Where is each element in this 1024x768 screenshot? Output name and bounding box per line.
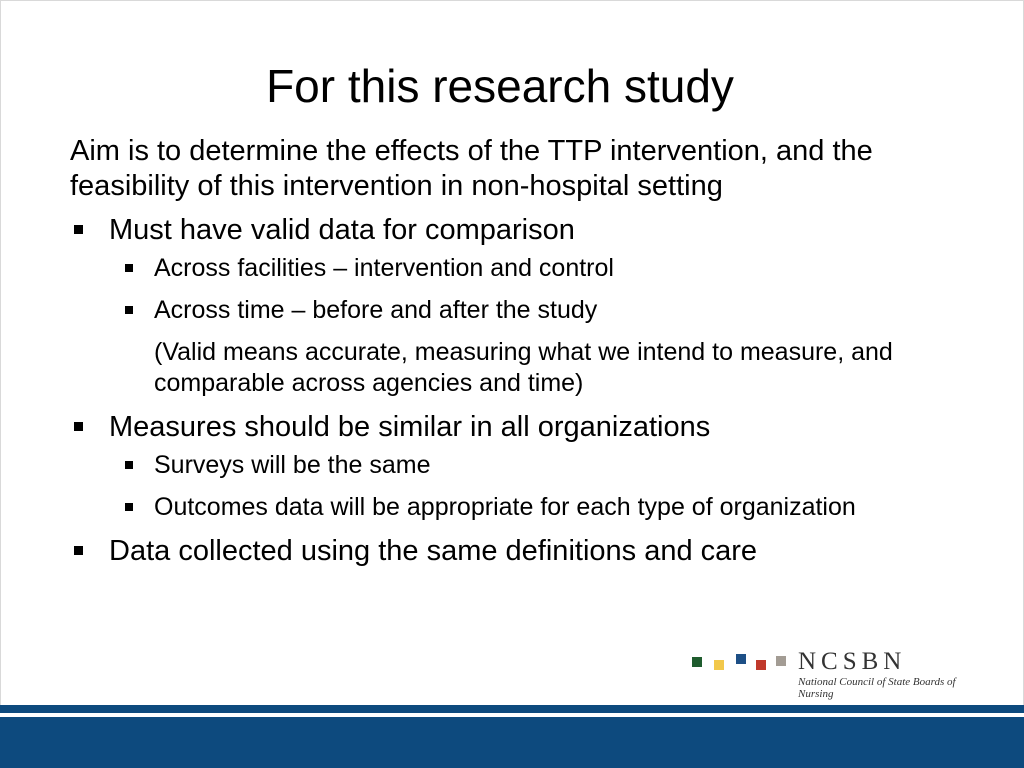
logo-square-icon: [692, 657, 702, 667]
logo-square-icon: [756, 660, 766, 670]
square-bullet-icon: [125, 306, 133, 314]
sub-bullet-1-1: [70, 253, 970, 284]
bullet-1-text: Must have valid data for comparison: [109, 214, 575, 246]
logo-square-icon: [714, 660, 724, 670]
logo-square-icon: [736, 654, 746, 664]
slide-title: For this research study: [266, 60, 734, 112]
intro-text: Aim is to determine the effects of the TTP intervention, and the feasibility of this intervention in non-hospital setting: [70, 135, 873, 202]
sub-bullet-1-1-text: Across facilities – intervention and control: [154, 254, 614, 282]
bullet-2: [70, 410, 970, 445]
logo-subtitle: National Council of State Boards of Nursing: [798, 676, 956, 700]
validity-note: (Valid means accurate, measuring what we intend to measure, and comparable across agencies and time): [154, 338, 893, 397]
logo-wordmark: NCSBN: [798, 648, 907, 675]
sub-bullet-2-2-text: Outcomes data will be appropriate for each type of organization: [154, 493, 856, 521]
square-bullet-icon: [125, 461, 133, 469]
footer-band: [0, 717, 1024, 768]
square-bullet-icon: [74, 225, 83, 234]
square-bullet-icon: [74, 422, 83, 431]
square-bullet-icon: [125, 264, 133, 272]
bullet-1: [70, 213, 970, 248]
sub-bullet-2-2: [70, 492, 970, 523]
sub-bullet-2-1: [70, 450, 970, 481]
logo-square-icon: [776, 656, 786, 666]
slide-body: [70, 134, 970, 574]
bullet-3: [70, 534, 970, 569]
square-bullet-icon: [125, 503, 133, 511]
square-bullet-icon: [74, 546, 83, 555]
ncsbn-logo: [692, 648, 992, 700]
footer-band-top: [0, 705, 1024, 713]
sub-bullet-2-1-text: Surveys will be the same: [154, 451, 431, 479]
bullet-3-text: Data collected using the same definitions and care: [109, 535, 758, 567]
bullet-2-text: Measures should be similar in all organizations: [109, 411, 711, 443]
sub-bullet-1-2-text: Across time – before and after the study: [154, 296, 598, 324]
sub-bullet-1-2: [70, 295, 970, 326]
